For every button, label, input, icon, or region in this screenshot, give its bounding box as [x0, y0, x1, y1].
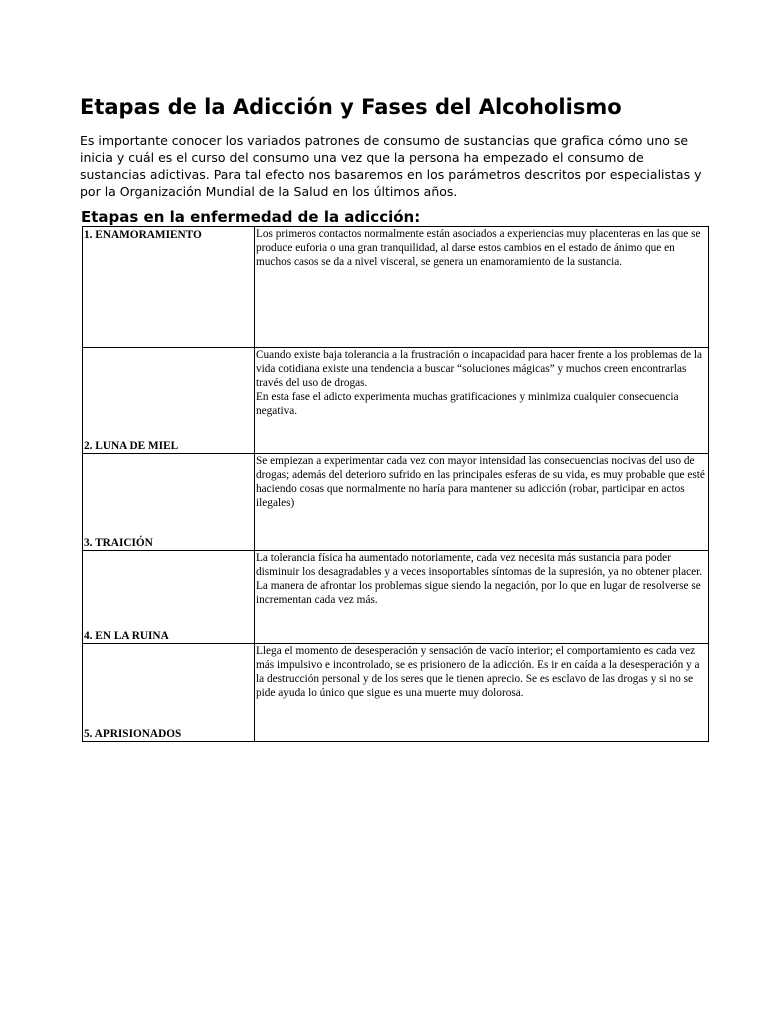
table-row	[83, 454, 709, 551]
stage-label: 4. EN LA RUINA	[84, 630, 169, 642]
stage-label: 5. APRISIONADOS	[84, 728, 182, 740]
table-row	[83, 644, 709, 742]
stage-label-cell	[83, 644, 255, 742]
stage-label-cell	[83, 227, 255, 348]
stage-description: Se empiezan a experimentar cada vez con mayor intensidad las consecuencias nocivas del uso de drogas; además del deterioro sufrido en las principales esferas de su vida, es muy probable que esté haciendo cosas que normalmente no haría para mantener su adicción (robar, participar en actos ilegales)	[256, 455, 705, 509]
document-title: Etapas de la Adicción y Fases del Alcoholismo	[80, 95, 622, 119]
stage-description: La tolerancia física ha aumentado notoriamente, cada vez necesita más sustancia para poder disminuir los desagradables y a veces insoportables síntomas de la supresión, ya no obtener placer. La manera de afrontar los problemas sigue siendo la negación, por lo que en lugar de resolverse se incrementan cada vez más.	[256, 552, 703, 606]
stage-label: 3. TRAICIÓN	[84, 537, 153, 549]
stage-description-cell	[255, 227, 709, 348]
stage-label: 2. LUNA DE MIEL	[84, 440, 179, 452]
stage-description-cell	[255, 551, 709, 644]
stage-description: Los primeros contactos normalmente están asociados a experiencias muy placenteras en las que se produce euforia o una gran tranquilidad, al darse estos cambios en el estado de ánimo que en muchos casos se da a nivel visceral, se genera un enamoramiento de la sustancia.	[256, 228, 701, 268]
document-page	[80, 92, 706, 742]
stages-table	[82, 226, 709, 742]
stage-description-cell	[255, 348, 709, 454]
stage-label-cell	[83, 551, 255, 644]
stage-label-cell	[83, 348, 255, 454]
stage-label-cell	[83, 454, 255, 551]
stage-description: Cuando existe baja tolerancia a la frustración o incapacidad para hacer frente a los problemas de la vida cotidiana existe una tendencia a buscar “soluciones mágicas” y muchos creen encontrarlas través del uso de drogas.	[256, 349, 703, 389]
stage-description: Llega el momento de desesperación y sensación de vacío interior; el comportamiento es cada vez más impulsivo e incontrolado, se es prisionero de la adicción. Es ir en caída a la desesperación y a la destrucción personal y de los seres que le tienen aprecio. Se es esclavo de las drogas y si no se pide ayuda lo único que sigue es una muerte muy dolorosa.	[256, 645, 700, 699]
stage-description-cell	[255, 454, 709, 551]
stage-label: 1. ENAMORAMIENTO	[84, 229, 202, 241]
section-subtitle: Etapas en la enfermedad de la adicción:	[81, 208, 421, 226]
stage-description: En esta fase el adicto experimenta muchas gratificaciones y minimiza cualquier consecuencia negativa.	[256, 391, 679, 417]
table-row	[83, 227, 709, 348]
table-row	[83, 551, 709, 644]
stage-description-cell	[255, 644, 709, 742]
table-row	[83, 348, 709, 454]
intro-paragraph: Es importante conocer los variados patrones de consumo de sustancias que grafica cómo uno se inicia y cuál es el curso del consumo una vez que la persona ha empezado el consumo de sustancias adictivas. Para tal efecto nos basaremos en los parámetros descritos por especialistas y por la Organización Mundial de la Salud en los últimos años.	[80, 133, 702, 199]
